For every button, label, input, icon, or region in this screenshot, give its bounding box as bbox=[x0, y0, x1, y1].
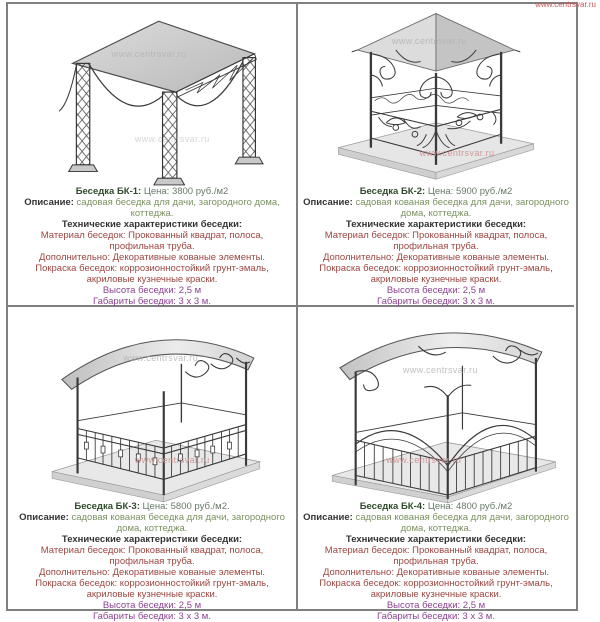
product-title-line bbox=[303, 186, 569, 197]
image-watermark: www.centrsvar.ru bbox=[386, 454, 462, 465]
image-watermark: www.centrsvar.ru bbox=[111, 49, 187, 59]
dimensions-line: Габариты беседки: 3 х 3 м. bbox=[377, 296, 495, 307]
description-label: Описание: bbox=[19, 512, 69, 523]
image-watermark: www.centrsvar.ru bbox=[419, 148, 495, 158]
dimensions-line: Габариты беседки: 3 х 3 м. bbox=[377, 611, 495, 622]
site-watermark-corner: www.centrsvar.ru bbox=[535, 0, 596, 9]
tech-heading: Технические характеристики беседки: bbox=[345, 534, 527, 545]
product-grid bbox=[6, 2, 578, 622]
product-info-bk-4 bbox=[298, 499, 574, 622]
product-price: Цена: 5800 руб./м2. bbox=[142, 501, 230, 512]
product-description: садовая кованая беседка для дачи, загородного дома, коттеджа. bbox=[355, 197, 569, 219]
product-description: садовая беседка для дачи, загородного дома, коттеджа. bbox=[76, 197, 280, 219]
tech-heading: Технические характеристики беседки: bbox=[61, 534, 243, 545]
product-title-line bbox=[303, 501, 569, 512]
product-name: Беседка БК-1: bbox=[75, 186, 142, 197]
product-description-line bbox=[303, 512, 569, 534]
product-description: садовая кованая беседка для дачи, загородного дома, коттеджа. bbox=[355, 512, 569, 534]
product-name: Беседка БК-3: bbox=[74, 501, 140, 512]
product-description-line bbox=[303, 197, 569, 219]
painting-line: Покраска беседок: коррозионностойкий грунт-эмаль, акриловые кузнечные краски. bbox=[35, 578, 269, 600]
gazebo-bk-3-image bbox=[8, 307, 296, 499]
product-info-bk-3 bbox=[8, 499, 296, 622]
height-line: Высота беседки: 2,5 м bbox=[102, 600, 202, 611]
tech-heading: Технические характеристики беседки: bbox=[61, 219, 243, 230]
product-card-bk-4 bbox=[298, 307, 574, 622]
image-watermark: www.centrsvar.ru bbox=[402, 364, 478, 375]
product-price: Цена: 4800 руб./м2 bbox=[427, 501, 513, 512]
gazebo-bk-4-image bbox=[298, 307, 574, 499]
description-label: Описание: bbox=[303, 512, 353, 523]
material-line: Материал беседок: Прокованный квадрат, полоса, профильная труба. bbox=[40, 545, 264, 567]
gazebo-bk-4-illustration bbox=[298, 307, 574, 499]
material-line: Материал беседок: Прокованный квадрат, полоса, профильная труба. bbox=[40, 230, 264, 252]
description-label: Описание: bbox=[303, 197, 353, 208]
painting-line: Покраска беседок: коррозионностойкий грунт-эмаль, акриловые кузнечные краски. bbox=[319, 578, 553, 600]
painting-line: Покраска беседок: коррозионностойкий грунт-эмаль, акриловые кузнечные краски. bbox=[35, 263, 269, 285]
product-price: Цена: 3800 руб./м2 bbox=[143, 186, 229, 197]
product-card-bk-1 bbox=[8, 4, 298, 307]
dimensions-line: Габариты беседки: 3 х 3 м. bbox=[93, 611, 211, 622]
additional-line: Дополнительно: Декоративные кованые элементы. bbox=[322, 567, 550, 578]
product-description-line bbox=[13, 512, 291, 534]
product-title-line bbox=[13, 186, 291, 197]
product-card-bk-2 bbox=[298, 4, 574, 307]
gazebo-bk-1-illustration bbox=[8, 4, 296, 184]
painting-line: Покраска беседок: коррозионностойкий грунт-эмаль, акриловые кузнечные краски. bbox=[319, 263, 553, 285]
product-title-line bbox=[13, 501, 291, 512]
gazebo-bk-3-illustration bbox=[8, 307, 296, 499]
product-info-bk-2 bbox=[298, 184, 574, 307]
additional-line: Дополнительно: Декоративные кованые элементы. bbox=[38, 567, 266, 578]
gazebo-bk-2-image bbox=[298, 4, 574, 184]
product-price: Цена: 5900 руб./м2 bbox=[427, 186, 513, 197]
description-label: Описание: bbox=[24, 197, 74, 208]
height-line: Высота беседки: 2,5 м bbox=[386, 285, 486, 296]
image-watermark: www.centrsvar.ru bbox=[134, 133, 210, 144]
product-info-bk-1 bbox=[8, 184, 296, 307]
gazebo-bk-1-image bbox=[8, 4, 296, 184]
material-line: Материал беседок: Прокованный квадрат, полоса, профильная труба. bbox=[324, 230, 548, 252]
image-watermark: www.centrsvar.ru bbox=[134, 454, 210, 465]
product-description: садовая кованая беседка для дачи, загородного дома, коттеджа. bbox=[71, 512, 285, 534]
product-card-bk-3 bbox=[8, 307, 298, 622]
height-line: Высота беседки: 2,5 м bbox=[102, 285, 202, 296]
additional-line: Дополнительно: Декоративные кованые элементы. bbox=[322, 252, 550, 263]
gazebo-bk-2-illustration bbox=[298, 4, 574, 184]
product-name: Беседка БК-2: bbox=[359, 186, 426, 197]
product-name: Беседка БК-4: bbox=[359, 501, 426, 512]
image-watermark: www.centrsvar.ru bbox=[123, 353, 199, 364]
height-line: Высота беседки: 2,5 м bbox=[386, 600, 486, 611]
tech-heading: Технические характеристики беседки: bbox=[345, 219, 527, 230]
additional-line: Дополнительно: Декоративные кованые элементы. bbox=[38, 252, 266, 263]
product-description-line bbox=[13, 197, 291, 219]
material-line: Материал беседок: Прокованный квадрат, полоса, профильная труба. bbox=[324, 545, 548, 567]
image-watermark: www.centrsvar.ru bbox=[391, 36, 467, 47]
dimensions-line: Габариты беседки: 3 х 3 м. bbox=[93, 296, 211, 307]
